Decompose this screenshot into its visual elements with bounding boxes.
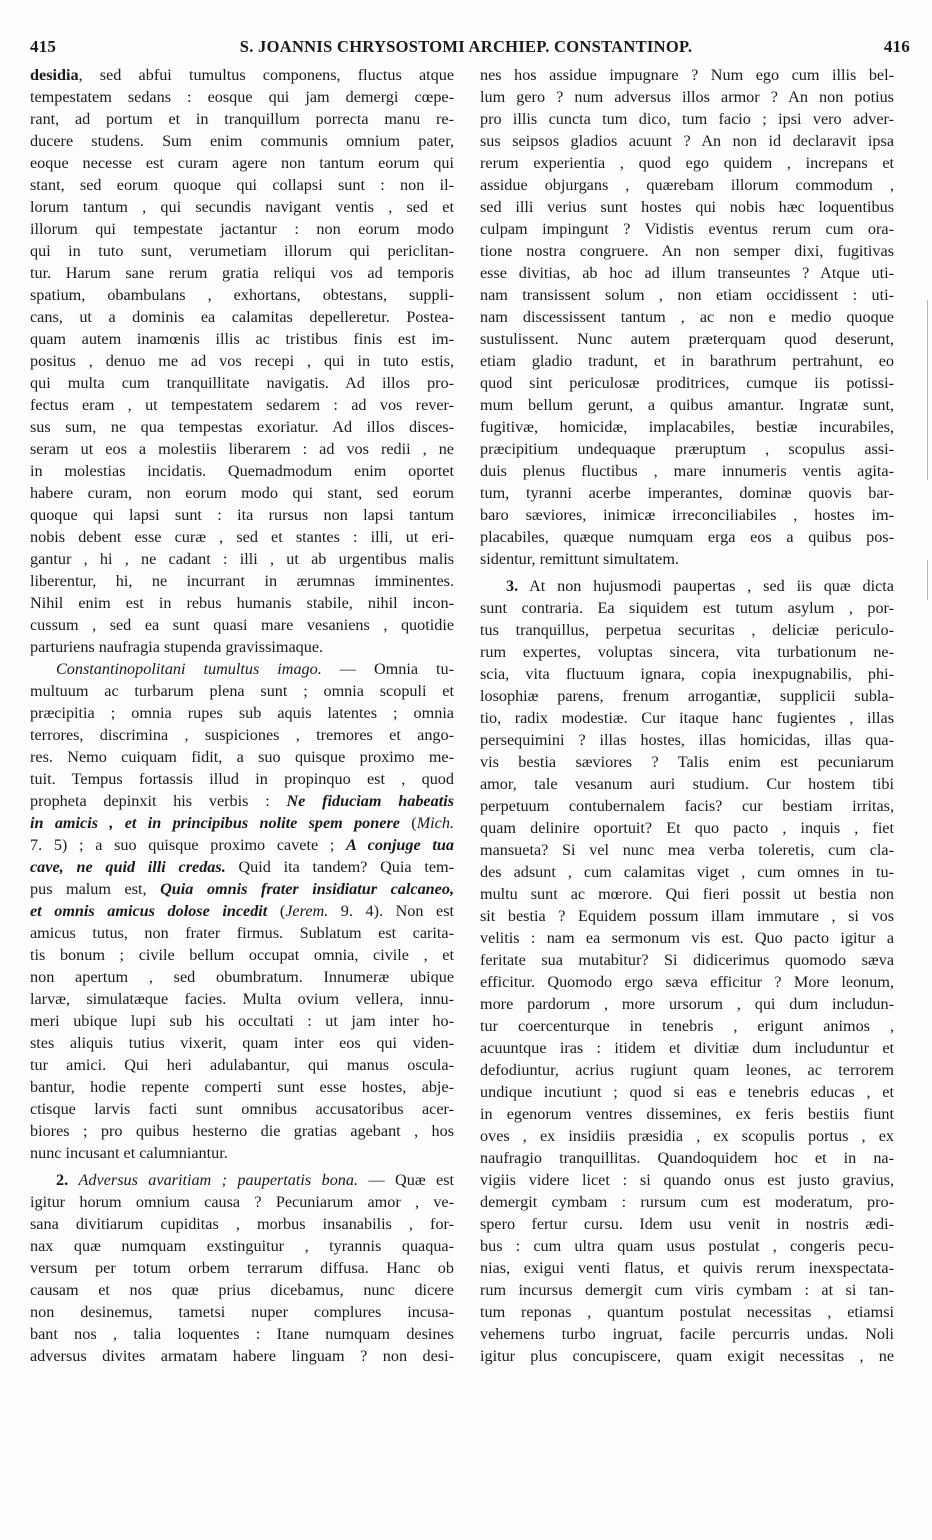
text-line: nam discessissent tantum , ac non e medio quoque [480,308,894,326]
text-line: more pardorum , more ursorum , qui dum includun- [480,995,894,1013]
text-line: nam transissent solum , non etiam occidissent : uti- [480,286,894,304]
text-line: undique incutiunt ; quod si eas e tenebris educas , et [480,1083,894,1101]
text-line: baro sæviores, inimicæ irreconciliabiles , hostes im- [480,506,894,524]
text-line: tum, tyranni acerbe imperantes, dominæ quovis bar- [480,484,894,502]
text-line: non apertum , sed obumbratum. Innumeræ ubique [30,968,454,986]
text-line: adversus divites armatam habere linguam ? non desi- [30,1347,454,1365]
text-line: tum reponas , quantum postulat necessitas , etiamsi [480,1303,894,1321]
text-line: præcipitium undequaque præruptum , scopulus assi- [480,440,894,458]
text-line: cave, ne quid illi credas. Quid ita tandem? Quia tem- [30,858,454,876]
text-line: rum incursus demergit cum viris cymbam : at si tan- [480,1281,894,1299]
text-line: stes aliquis tutius vixerit, quam inter eos qui viden- [30,1034,454,1052]
text-line: igitur plus concupiscere, quam exigit necessitas , ne [480,1347,894,1365]
text-line: tur. Harum sane rerum gratia reliqui vos ad temporis [30,264,454,282]
text-line: præcipitia ; omnia rupes sub aquis latentes ; omnia [30,704,454,722]
text-line: cussum , sed ea sunt quasi mare vesaniens , quotidie [30,616,454,634]
text-line: lorum tantum , qui secundis navigant ventis , sed et [30,198,454,216]
text-line: efficitur. Quomodo ergo sæva efficitur ? More leonum, [480,973,894,991]
text-line: spero fertur cursu. Idem usu venit in nostris ædi- [480,1215,894,1233]
text-line: mum bellum gerunt, a quibus amantur. Ingratæ sunt, [480,396,894,414]
text-line: velitis : nam ea sermonum vis est. Quo pacto igitur a [480,929,894,947]
text-line: qui multa cum tranquillitate navigatis. Ad illos pro- [30,374,454,392]
text-line: placabiles, quæque numquam erga eos a quibus pos- [480,528,894,546]
text-line: ctisque larvis facti sunt omnibus accusatoribus acer- [30,1100,454,1118]
text-line: nax quæ numquam exstinguitur , tyrannis quaqua- [30,1237,454,1255]
text-line: persequimini ? illas hostes, illas homicidas, illas qua- [480,731,894,749]
text-line: habere curam, non eorum modo qui stant, sed eorum [30,484,454,502]
text-line: lum gero ? num adversus illos armor ? An non potius [480,88,894,106]
text-line: vehemens turbo ingruat, facile percurris undas. Noli [480,1325,894,1343]
text-line: fectus eram , ut tempestatem sedarem : ad vos rever- [30,396,454,414]
text-line: bant nos , talia loquentes : Itane numquam desines [30,1325,454,1343]
text-line: culpam impingunt ? Vidistis eventus rerum cum ora- [480,220,894,238]
text-line: cans, ut a dominis ea calamitas depelleretur. Postea- [30,308,454,326]
text-line: rum expertes, voluptas sincera, vita turbationum ne- [480,643,894,661]
text-line: sunt contraria. Ea siquidem est tutum asylum , por- [480,599,894,617]
text-line: Nihil enim est in rebus humanis stabile, nihil incon- [30,594,454,612]
text-line: bantur, hodie repente comperti sunt esse hostes, abje- [30,1078,454,1096]
text-line: igitur horum omnium causa ? Pecuniarum amor , ve- [30,1193,454,1211]
text-line: sit bestia ? Equidem possum illam immutare , si vos [480,907,894,925]
text-line: pro illis cuncta tum dico, tum facio ; ipsi vero adver- [480,110,894,128]
text-line: sustulissent. Nunc autem præterquam quod deserunt, [480,330,894,348]
text-line: duis plenus fluctibus , mare innumeris ventis agita- [480,462,894,480]
text-line: acuuntque iras : itidem et divitiæ dum includuntur et [480,1039,894,1057]
text-line: quoque qui lapsi sunt : ita rursus non lapsi tantum [30,506,454,524]
text-line: qui in tuto sunt, verumetiam illorum qui periclitan- [30,242,454,260]
text-line: quam autem inamœnis illis ac tristibus finis est im- [30,330,454,348]
text-line: eoque necesse est curam agere non tantum eorum qui [30,154,454,172]
text-line: amor, tale vesanum auri studium. Cur hostem tibi [480,775,894,793]
left-page-number: 415 [30,37,57,56]
text-line: positus , denuo me ad vos recepi , qui in tuto estis, [30,352,454,370]
text-line: fugitivæ, homicidæ, implacabiles, bestiæ incurabiles, [480,418,894,436]
text-line: tempestatem sedans : eosque qui jam demergi cœpe- [30,88,454,106]
text-line: tio, radix modestiæ. Cur itaque hanc fugientes , illas [480,709,894,727]
text-line: losophiæ parens, frenum arrogantiæ, supplicii subla- [480,687,894,705]
text-line: rant, ad portum et in tranquillum porrecta manu re- [30,110,454,128]
text-line: defodiuntur, acrius rugiunt quam leones, ac terrorem [480,1061,894,1079]
text-line: perpetuum contubernalem facis? cur bestiam irritas, [480,797,894,815]
text-line: des adsunt , cum calamitas viget , cum omnes in tu- [480,863,894,881]
page-edge-mark [927,300,928,480]
text-line: spatium, obambulans , exhortans, obtestans, suppli- [30,286,454,304]
text-line: illorum qui tempestate jactantur : non eorum modo [30,220,454,238]
text-line: seram ut eos a molestiis liberarem : ad vos redii , ne [30,440,454,458]
text-line: 7. 5) ; a suo quisque proximo cavete ; A conjuge tua [30,836,454,854]
text-line: larvæ, simulatæque facies. Multa ovium vellera, innu- [30,990,454,1008]
text-line: non desinemus, tametsi nuper complures incusa- [30,1303,454,1321]
text-line: nobis debent esse curæ , sed et stantes : illi, ut eri- [30,528,454,546]
text-line: tur coercenturque in tenebris , erigunt animos , [480,1017,894,1035]
right-column [480,64,894,1367]
text-line: propheta depinxit his verbis : Ne fiduciam habeatis [30,792,454,810]
text-line: quam delinire oportuit? Et quo pacto , inquis , fiet [480,819,894,837]
text-line: sana divitiarum cupiditas , morbus insanabilis , for- [30,1215,454,1233]
text-line: oves , ex insidiis præsidia , ex scopulis portus , ex [480,1127,894,1145]
text-line: res. Nemo cuiquam fidit, a suo quisque proximo me- [30,748,454,766]
text-line: rerum experientia , quod ego quidem , increpans et [480,154,894,172]
text-line: nunc incusant et calumniantur. [30,1144,228,1162]
text-line: causam et nos quæ prius dicebamus, nunc dicere [30,1281,454,1299]
text-line: mansueta? Si vel nunc mea verba toleretis, cum cla- [480,841,894,859]
text-line: feritate sua mutabitur? Si didicerimus quomodo sæva [480,951,894,969]
text-line: in amicis , et in principibus nolite spem ponere (Mich. [30,814,454,832]
text-line: scia, vita fluctuum ignara, copia inexpugnabilis, phi- [480,665,894,683]
text-line: Constantinopolitani tumultus imago. — Omnia tu- [56,660,454,678]
text-line: tione nostra congruere. An non semper dixi, fugitivas [480,242,894,260]
right-page-number: 416 [883,37,910,56]
text-line: esse divitias, ab hoc ad illum transeuntes ? Atque uti- [480,264,894,282]
text-line: versum per totum orbem terrarum diffusa. Hanc ob [30,1259,454,1277]
text-line: meri ubique lupi sub his occultati : ut jam inter ho- [30,1012,454,1030]
text-line: gantur , hi , ne cadant : illi , ut ab urgentibus malis [30,550,454,568]
text-line: liberentur, hi, ne incurrant in ærumnas imminentes. [30,572,454,590]
text-line: etiam gladio tradunt, et in barathrum pertrahunt, eo [480,352,894,370]
page-edge-mark [927,560,928,600]
text-line: multuum ac turbarum plena sunt ; omnia scopuli et [30,682,454,700]
text-line: sidentur, remittunt simultatem. [480,550,679,568]
text-line: ducere studens. Sum enim communis omnium pater, [30,132,454,150]
text-line: assidue objurgans , quærebam illorum commodum , [480,176,894,194]
text-line: tuit. Tempus fortassis illud in propinquo est , quod [30,770,454,788]
text-line: tus tranquillus, perpetua securitas , deliciæ periculo- [480,621,894,639]
text-line: quod sint periculosæ proditrices, cumque iis potissi- [480,374,894,392]
text-line: demergit cymbam : rursum cum est moderatum, pro- [480,1193,894,1211]
text-line: sed illi verius sunt hostes qui nobis hæc loquentibus [480,198,894,216]
text-line: in egenorum ventres dissemines, ex feris bestiis fiunt [480,1105,894,1123]
text-line: pus malum est, Quia omnis frater insidiatur calcaneo, [30,880,454,898]
text-line: amicus tutus, non frater firmus. Sublatum est carita- [30,924,454,942]
text-line: parturiens naufragia stupenda gravissimaque. [30,638,324,656]
text-line: multu sunt ac mœrore. Qui fieri possit ut bestia non [480,885,894,903]
text-line: et omnis amicus dolose incedit (Jerem. 9. 4). Non est [30,902,454,920]
text-line: in molestias incidatis. Quemadmodum enim oportet [30,462,454,480]
text-line: vis bestia sæviores ? Talis enim est pecuniarum [480,753,894,771]
text-line: bus : cum ultra quam usus postulat , congeris pecu- [480,1237,894,1255]
text-line: tis bonum ; civile bellum occupat omnia, civile , et [30,946,454,964]
text-line: biores ; pro quibus hesterno die gratias agebant , hos [30,1122,454,1140]
running-title: S. JOANNIS CHRYSOSTOMI ARCHIEP. CONSTANTINOP. [239,37,693,56]
text-line: vigiis videre licet : si quando onus est justo gravius, [480,1171,894,1189]
text-line: nias, exigui venti flatus, et quivis rerum inexspectata- [480,1259,894,1277]
text-line: 2. Adversus avaritiam ; paupertatis bona. — Quæ est [56,1171,454,1189]
text-line: stant, sed eorum quoque qui collapsi sunt : non il- [30,176,454,194]
text-line: tur amici. Qui heri adulabantur, qui manus oscula- [30,1056,454,1074]
text-line: sus seipsos gladios acuunt ? An non id declaravit ipsa [480,132,894,150]
text-line: terrores, discrimina , suspiciones , tremores et ango- [30,726,454,744]
left-column [30,64,454,1367]
text-line: desidia, sed abfui tumultus componens, fluctus atque [30,66,454,84]
text-line: nes hos assidue impugnare ? Num ego cum illis bel- [480,66,894,84]
text-line: sus sum, ne qua tempestas exoriatur. Ad illos disces- [30,418,454,436]
text-line: 3. At non hujusmodi paupertas , sed iis quæ dicta [506,577,894,595]
text-line: naufragio tranquillitas. Quandoquidem hoc et in na- [480,1149,894,1167]
